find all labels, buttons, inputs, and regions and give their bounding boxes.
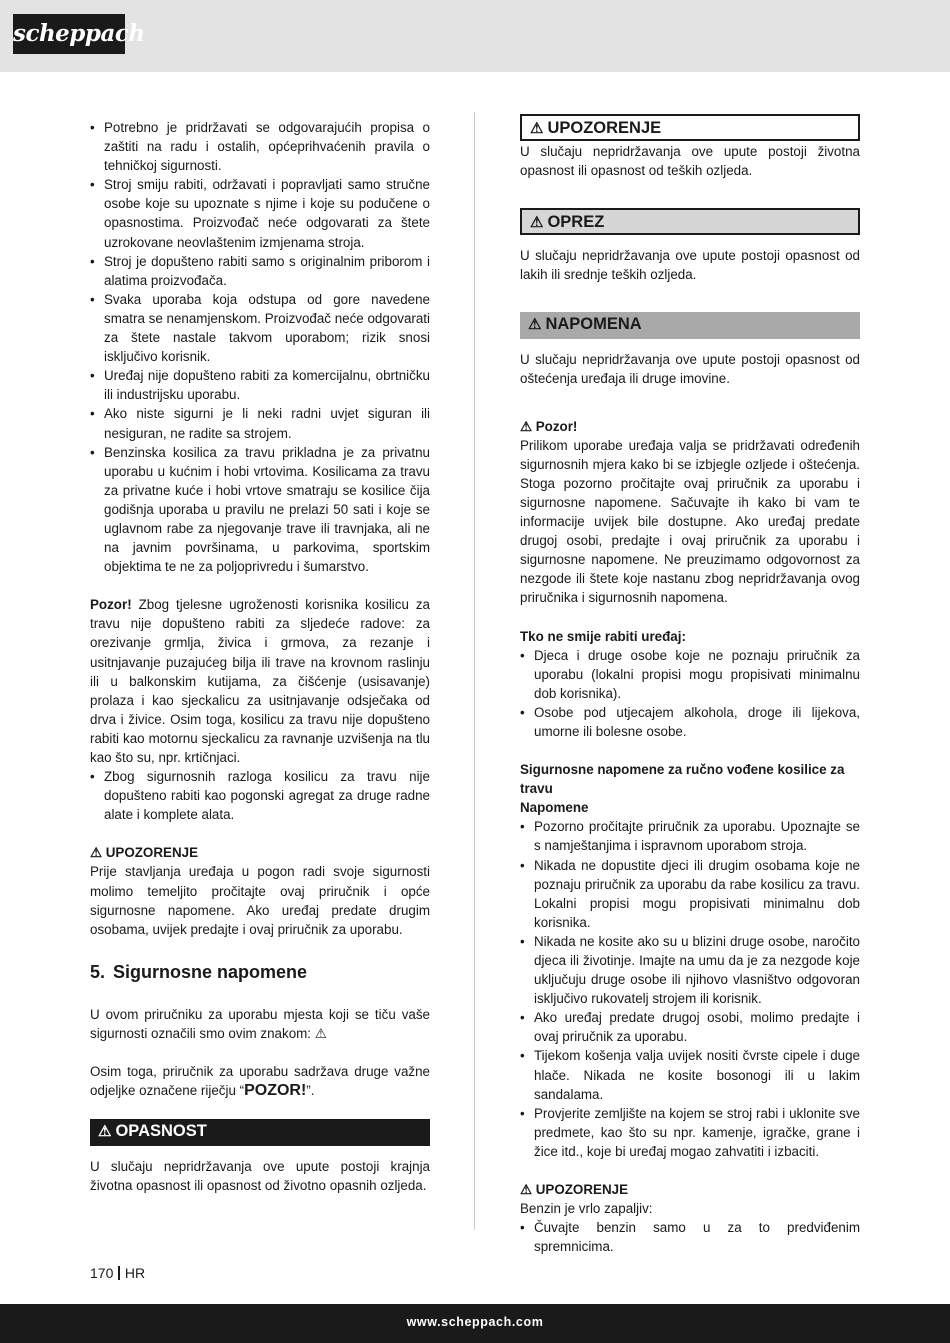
warning-triangle-icon: ⚠: [98, 1123, 112, 1141]
warning-heading-2: ⚠ UPOZORENJE: [520, 1182, 628, 1198]
list-item: • Tijekom košenja valja uvijek nositi čvrste cipele i duge hlače. Nikada ne kosite bosonogi ili u lakim sandalama.: [520, 1046, 860, 1103]
list-item: • Djeca i druge osobe koje ne poznaju priručnik za uporabu (lokalni propisi mogu propisivati minimalnu dob korisnika).: [520, 646, 860, 703]
pozor-text: Zbog tjelesne ugroženosti korisnika kosilicu za travu nije dopušteno rabiti za sljedeće radove: za orezivanje grmlja, živica i grmova, za rezanje i usitnjavanje puzajućeg bilja ili trave na krovnom raslinju ili u balkonskim kutijama, za čišćenje (usisavanje) prolaza i kao sjeckalicu za usitnjavanje odsječaka od drva i živice. Osim toga, kosilicu za travu nije dopušteno rabiti kao motornu sjeckalicu za ravnanje uzvišenja na tlu kao što su, npr. krtičnjaci.: [90, 597, 430, 765]
warning-heading: ⚠ UPOZORENJE: [90, 845, 198, 861]
upozorenje-text: U slučaju nepridržavanja ove upute postoji životna opasnost ili opasnost od teških ozljeda.: [520, 144, 860, 179]
warning-triangle-icon: ⚠: [530, 214, 544, 232]
warning-triangle-icon: ⚠: [520, 418, 536, 434]
warning-triangle-icon: ⚠: [528, 316, 542, 334]
warning-text-2: Benzin je vrlo zapaljiv:: [520, 1201, 653, 1217]
list-item: • Nikada ne dopustite djeci ili drugim osobama koje ne poznaju priručnik za uporabu da rabe kosilicu za travu. Lokalni propisi mogu propisivati minimalnu dob korisnika.: [520, 856, 860, 932]
upozorenje-box: ⚠ UPOZORENJE: [520, 114, 860, 141]
column-divider: [474, 112, 475, 1230]
list-item: • Potrebno je pridržavati se odgovarajućih propisa o zaštiti na radu i ostalih, općeprihvaćenih pravila o tehničkoj sigurnosti.: [90, 118, 430, 175]
list-item: • Svaka uporaba koja odstupa od gore navedene smatra se nenamjenskom. Proizvođač neće odgovarati za štete nastale takvom uporabom; rizik snosi isključivo korisnik.: [90, 290, 430, 366]
tko-heading: Tko ne smije rabiti uređaj:: [520, 628, 686, 644]
list-item: • Uređaj nije dopušteno rabiti za komercijalnu, obrtničku ili industrijsku uporabu.: [90, 366, 430, 404]
usage-rules-list: [90, 118, 430, 576]
left-column: [90, 118, 430, 1195]
right-column: [520, 114, 860, 1256]
page-header: [0, 0, 950, 72]
oprez-text: U slučaju nepridržavanja ove upute postoji opasnost od lakih ili srednje teških ozljeda.: [520, 248, 860, 283]
pozor-paragraph: [90, 595, 430, 767]
page-footer: [0, 1304, 950, 1343]
napomena-box: ⚠ NAPOMENA: [520, 312, 860, 339]
list-item: • Stroj je dopušteno rabiti samo s originalnim priborom i alatima proizvođača.: [90, 252, 430, 290]
pozor-list: [90, 767, 430, 824]
warning-triangle-icon: ⚠: [530, 120, 544, 137]
napomene-heading: Napomene: [520, 800, 589, 816]
list-item: • Zbog sigurnosnih razloga kosilicu za travu nije dopušteno rabiti kao pogonski agregat za druge radne alate i komplete alata.: [90, 767, 430, 824]
warning-triangle-icon: ⚠: [90, 845, 106, 861]
list-item: • Pozorno pročitajte priručnik za uporabu. Upoznajte se s namještanjima i ispravnom uporabom stroja.: [520, 817, 860, 855]
list-item: • Stroj smiju rabiti, održavati i popravljati samo stručne osobe koje su upoznate s njime i koje su podučene o opasnostima. Proizvođač neće odgovarati za štete uzrokovane neovlaštenim izmjenama stroja.: [90, 175, 430, 251]
section-heading: [90, 960, 430, 984]
warning-triangle-icon: ⚠: [520, 1182, 536, 1198]
opasnost-text: U slučaju nepridržavanja ove upute postoji krajnja životna opasnost ili opasnost od životno opasnih ozljeda.: [90, 1159, 430, 1194]
list-item: • Čuvajte benzin samo u za to predviđenim spremnicima.: [520, 1218, 860, 1256]
website-link[interactable]: www.scheppach.com: [406, 1315, 544, 1329]
oprez-box: ⚠ OPREZ: [520, 208, 860, 235]
intro-paragraph-2: Osim toga, priručnik za uporabu sadržava druge važne odjeljke označene riječju “POZOR!”.: [90, 1064, 430, 1100]
scheppach-logo: scheppach: [13, 14, 125, 54]
list-item: • Osobe pod utjecajem alkohola, droge ili lijekova, umorne ili bolesne osobe.: [520, 703, 860, 741]
pozor-text: Prilikom uporabe uređaja valja se pridržavati određenih sigurnosnih mjera kako bi se izbjegle ozljede i oštećenja. Stoga pozorno pročitajte ovaj priručnik za uporabu i sigurnosne napomene. Sačuvajte ih kako bi vam te informacije uvijek bile dostupne. Ako uređaj predate drugoj osobi, predajte i ovaj priručnik za uporabu i sigurnosne napomene. Ne preuzimamo odgovornost za nezgode ili štete koje nastanu zbog nepridržavanja ovog priručnika i sigurnosnih napomena.: [520, 437, 860, 606]
list-item: • Ako uređaj predate drugoj osobi, molimo predajte i ovaj priručnik za uporabu.: [520, 1008, 860, 1046]
napomena-text: U slučaju nepridržavanja ove upute postoji opasnost od oštećenja uređaja ili druge imovine.: [520, 352, 860, 387]
section-number: 5.: [90, 961, 106, 982]
list-item: • Nikada ne kosite ako su u blizini druge osobe, naročito djeca ili životinje. Imajte na umu da je za nezgode koje uključuju druge osobe ili njihovo vlasništvo odgovoran isključivo rukovatelj strojem ili korisnik.: [520, 932, 860, 1008]
warning-text: Prije stavljanja uređaja u pogon radi svoje sigurnosti molimo temeljito pročitajte ovaj priručnik i opće sigurnosne napomene. Ako uređaj predate drugim osobama, uvijek predajte i ovaj priručnik za uporabu.: [90, 864, 430, 937]
section-title: Sigurnosne napomene: [113, 961, 308, 982]
list-item: • Benzinska kosilica za travu prikladna je za privatnu uporabu u kućnim i hobi vrtovima. Kosilicama za travu za privatne kuće i hobi vrtove smatraju se kosilice čija godišnja uporaba u pravilu ne prelazi 50 sati i koje se uglavnom rabe za njegovanje trave ili travnjaka, ali ne na javnim površinama, u parkovima, sportskim objektima te ne za poljoprivredu i šumarstvo.: [90, 443, 430, 577]
safety-heading: Sigurnosne napomene za ručno vođene kosilice za travu: [520, 762, 845, 797]
page-number: 170 HR: [90, 1265, 146, 1281]
intro-paragraph-1: U ovom priručniku za uporabu mjesta koji se tiču vaše sigurnosti označili smo ovim znakom: ⚠: [90, 1006, 430, 1041]
list-item: • Provjerite zemljište na kojem se stroj rabi i uklonite sve predmete, kao što su npr. kamenje, igračke, grane i žice itd., koje bi uređaj mogao zahvatiti i izbaciti.: [520, 1104, 860, 1161]
tko-list: [520, 646, 860, 741]
pozor-heading: ⚠ Pozor!: [520, 418, 578, 434]
pozor-word: POZOR!: [244, 1082, 307, 1100]
napomene-list: [520, 817, 860, 1161]
list-item: • Ako niste sigurni je li neki radni uvjet siguran ili nesiguran, ne radite sa strojem.: [90, 404, 430, 442]
pozor-label: Pozor!: [90, 597, 132, 613]
benzin-list: [520, 1218, 860, 1256]
opasnost-box: ⚠ OPASNOST: [90, 1119, 430, 1146]
